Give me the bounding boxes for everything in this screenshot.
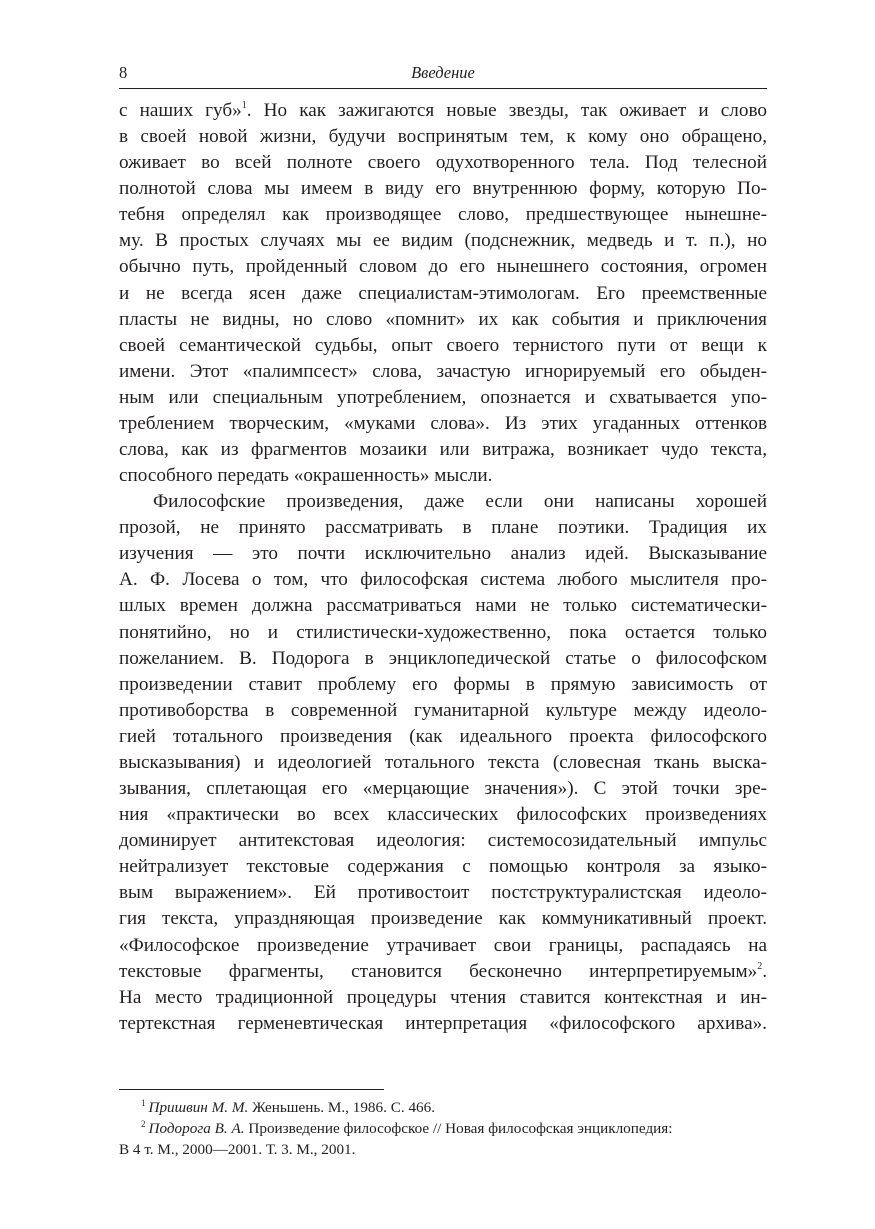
footnote-text: Женьшень. М., 1986. С. 466. [248,1099,436,1116]
text-line: противоборства в современной гуманитарной культуре между идеоло- [119,699,767,721]
text-line: и не всегда ясен даже специалистам-этимологам. Его преемственные [119,282,767,304]
text-line: имени. Этот «палимпсест» слова, зачастую игнорируемый его обыден- [119,360,767,382]
text-line: произведении ставит проблему его формы в прямую зависимость от [119,673,767,695]
running-title: Введение [411,63,475,82]
main-text [119,98,767,1037]
text-line: гия текста, упраздняющая произведение как коммуникативный проект. [119,908,767,930]
text-line: способного передать «окрашенность» мысли. [119,465,493,487]
text-line: высказывания) и идеологией тотального текста (словесная ткань выска- [119,751,767,773]
running-header [119,62,767,89]
text-line: изучения — это почти исключительно анализ идей. Высказывание [119,543,767,565]
text-line: полнотой слова мы имеем в виду его внутреннюю форму, которую По- [119,178,767,200]
page-number: 8 [119,63,128,82]
text-line: А. Ф. Лосева о том, что философская система любого мыслителя про- [119,569,767,591]
text-line: ния «практически во всех классических философских произведениях [119,804,767,826]
footnote-separator [119,1089,384,1090]
text-line: тебня определял как производящее слово, предшествующее нынешне- [119,204,767,226]
text-line: треблением творческим, «муками слова». Из этих угаданных оттенков [119,412,767,434]
text-line: Философские произведения, даже если они написаны хорошей [153,491,767,513]
footnote-number: 1 [141,1098,146,1108]
footnote-ref[interactable]: 1 [241,100,247,111]
text-line: понятийно, но и стилистически-художественно, пока остается только [119,621,767,643]
text-line: в своей новой жизни, будучи воспринятым тем, к кому оно обращено, [119,126,767,148]
footnote-ref[interactable]: 2 [757,960,763,972]
text-line: оживает во всей полноте своего одухотворенного тела. Под телесной [119,152,767,174]
text-line: прозой, не принято рассматривать в плане поэтики. Традиция их [119,517,767,539]
footnote-text: Произведение философское // Новая философская энциклопедия: [244,1120,673,1137]
text-line: пожеланием. В. Подорога в энциклопедической статье о философском [119,647,767,669]
footnote-author: Пришвин М. М. [148,1099,249,1116]
footnotes [119,1097,767,1160]
text-line: тертекстная герменевтическая интерпретация «философского архива». [119,1012,767,1034]
text-line: с наших губ»$^1$. Но как зажигаются новые звезды, так оживает и слово [119,100,767,121]
text-line: обычно путь, пройденный словом до его нынешнего состояния, огромен [119,256,767,278]
text-line: ным или специальным употреблением, опознается и схватывается упо- [119,386,767,408]
text-line: своей семантической судьбы, опыт своего тернистого пути от вещи к [119,334,767,356]
text-line: гией тотального произведения (как идеального проекта философского [119,725,767,747]
text-line: «Философское произведение утрачивает свои границы, распадаясь на [119,934,767,956]
footnote-number: 2 [141,1119,146,1129]
text-line: доминирует антитекстовая идеология: системосозидательный импульс [119,830,767,852]
footnote [119,1097,767,1118]
text-line: шлых времен должна рассматриваться нами не только систематически- [119,595,767,617]
text-line: На место традиционной процедуры чтения ставится контекстная и ин- [119,986,767,1008]
text-line: слова, как из фрагментов мозаики или витража, возникает чудо текста, [119,439,767,461]
text-line: нейтрализует текстовые содержания с помощью контроля за языко- [119,856,767,878]
text-line: пласты не видны, но слово «помнит» их как события и приключения [119,308,767,330]
text-line: текстовые фрагменты, становится бесконечно интерпретируемым»$^2$. [119,960,767,982]
footnote [119,1118,767,1139]
footnote-author: Подорога В. А. [148,1120,245,1137]
footnote-continuation: В 4 т. М., 2000—2001. Т. 3. М., 2001. [119,1141,356,1158]
text-line: му. В простых случаях мы ее видим (подснежник, медведь и т. п.), но [119,230,767,252]
text-line: зывания, сплетающая его «мерцающие значения»). С этой точки зре- [119,778,767,800]
text-line: вым выражением». Ей противостоит постструктуралистская идеоло- [119,882,767,904]
